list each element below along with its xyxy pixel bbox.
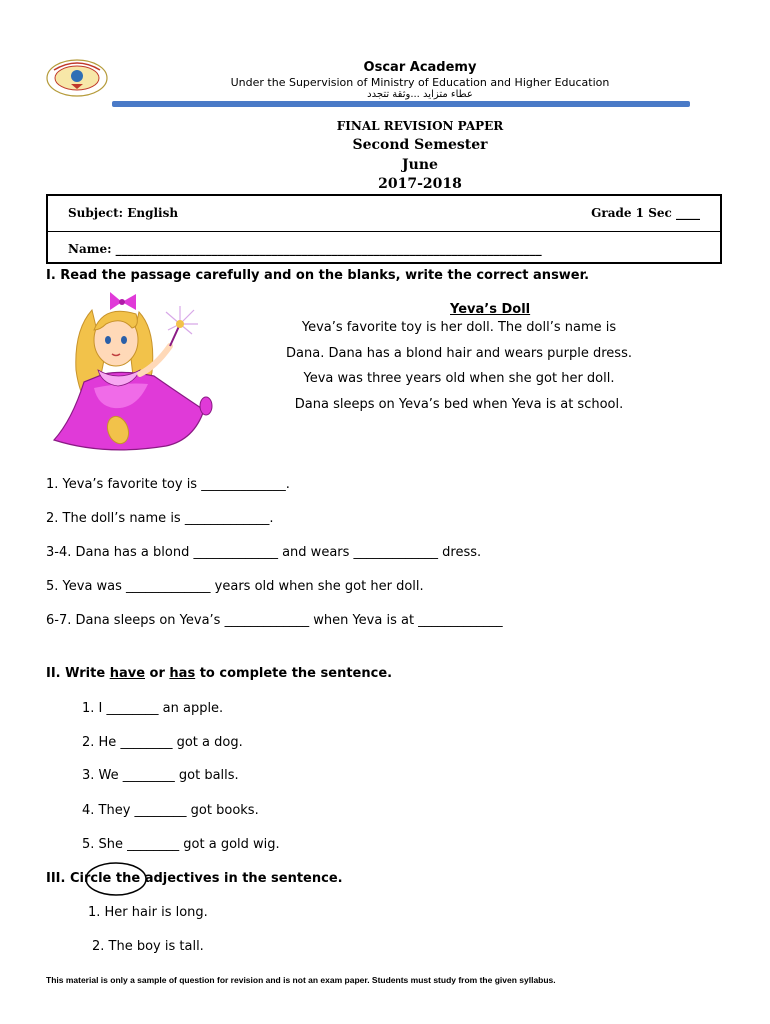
circle-mark-icon	[84, 861, 148, 897]
have-has-item-2[interactable]: 2. He ________ got a dog.	[82, 735, 243, 750]
word-have: have	[109, 666, 146, 681]
story-line: Dana sleeps on Yeva’s bed when Yeva is at school.	[294, 397, 624, 412]
subject-label: Subject: English	[68, 206, 179, 220]
header-rule	[112, 101, 690, 107]
paper-month: June	[402, 157, 438, 173]
have-has-item-5[interactable]: 5. She ________ got a gold wig.	[82, 837, 280, 852]
word-has: has	[169, 666, 196, 681]
student-info-box	[46, 194, 722, 264]
school-name: Oscar Academy	[363, 60, 477, 75]
section-1-heading: I. Read the passage carefully and on the blanks, write the correct answer.	[46, 268, 590, 283]
story-title: Yeva’s Doll	[450, 302, 531, 317]
question-2[interactable]: 2. The doll’s name is _____________.	[46, 511, 274, 526]
adjective-item-2[interactable]: 2. The boy is tall.	[92, 939, 204, 954]
question-6-7[interactable]: 6-7. Dana sleeps on Yeva’s _____________ when Yeva is at _____________	[46, 613, 503, 628]
have-has-item-3[interactable]: 3. We ________ got balls.	[82, 768, 239, 783]
have-has-item-4[interactable]: 4. They ________ got books.	[82, 803, 259, 818]
section-2-heading	[46, 666, 392, 681]
doll-illustration	[44, 290, 220, 456]
heading-text: to complete the sentence.	[195, 666, 393, 681]
question-5[interactable]: 5. Yeva was _____________ years old when she got her doll.	[46, 579, 424, 594]
story-line: Yeva was three years old when she got her doll.	[303, 371, 615, 386]
paper-semester: Second Semester	[352, 137, 488, 153]
academy-logo	[44, 58, 110, 98]
story-line: Dana. Dana has a blond hair and wears purple dress.	[286, 346, 632, 361]
section-3-heading: III. Circle the adjectives in the sentence.	[46, 871, 343, 886]
footer-note: This material is only a sample of question for revision and is not an exam paper. Students must study from the given syllabus.	[46, 975, 556, 985]
heading-text: II. Write	[46, 666, 110, 681]
paper-title: FINAL REVISION PAPER	[336, 119, 504, 133]
adjective-item-1[interactable]: 1. Her hair is long.	[88, 905, 208, 920]
supervision-line: Under the Supervision of Ministry of Education and Higher Education	[230, 76, 610, 89]
info-divider	[48, 231, 720, 232]
question-3-4[interactable]: 3-4. Dana has a blond _____________ and wears _____________ dress.	[46, 545, 482, 560]
paper-year: 2017-2018	[378, 176, 462, 192]
story-line: Yeva’s favorite toy is her doll. The doll’s name is	[301, 320, 617, 335]
question-1[interactable]: 1. Yeva’s favorite toy is _____________.	[46, 477, 290, 492]
arabic-motto: عطاء متزايد ...وثقة تتجدد	[367, 89, 473, 100]
have-has-item-1[interactable]: 1. I ________ an apple.	[82, 701, 224, 716]
heading-text: or	[145, 666, 170, 681]
name-field[interactable]: Name: _______________________________________________________________________	[68, 242, 542, 256]
grade-section-field[interactable]: Grade 1 Sec ____	[591, 206, 700, 220]
